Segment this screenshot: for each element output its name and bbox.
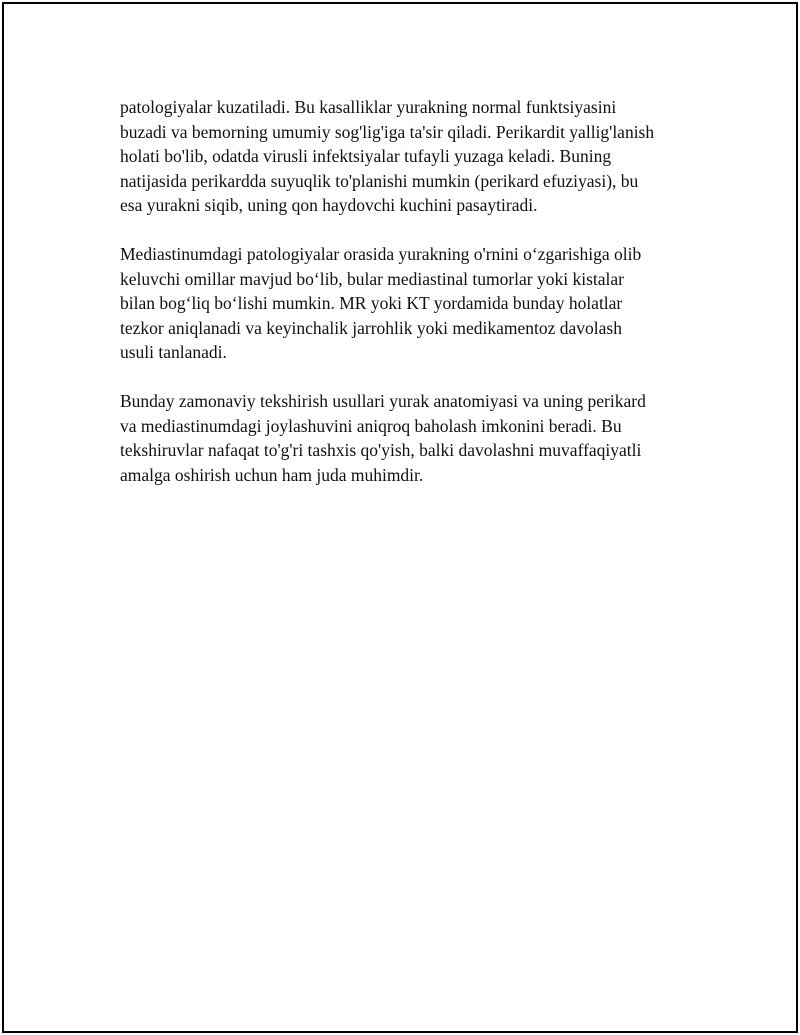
text-line: esa yurakni siqib, uning qon haydovchi kuchini pasaytiradi. — [120, 195, 538, 215]
document-page — [2, 2, 798, 1033]
text-line: amalga oshirish uchun ham juda muhimdir. — [120, 464, 424, 485]
paragraph-3 — [120, 389, 700, 487]
text-line: va mediastinumdagi joylashuvini aniqroq baholash imkonini beradi. Bu — [120, 415, 622, 436]
text-line: Bunday zamonaviy tekshirish usullari yurak anatomiyasi va uning perikard — [120, 391, 646, 411]
text-line: patologiyalar kuzatiladi. Bu kasalliklar yurakning normal funktsiyasini — [120, 97, 617, 117]
text-line: usuli tanlanadi. — [120, 342, 227, 362]
text-line: keluvchi omillar mavjud bo‘lib, bular mediastinal tumorlar yoki kistalar — [120, 268, 624, 289]
text-line: bilan bog‘liq bo‘lishi mumkin. MR yoki KT yordamida bunday holatlar — [120, 293, 623, 313]
text-line: Mediastinumdagi patologiyalar orasida yurakning o'rnini o‘zgarishiga olib — [120, 244, 642, 264]
text-line: buzadi va bemorning umumiy sog'lig'iga ta'sir qiladi. Perikardit yallig'lanish — [120, 121, 655, 142]
text-line: natijasida perikardda suyuqlik to'planishi mumkin (perikard efuziyasi), bu — [120, 170, 639, 191]
document-body — [120, 95, 700, 512]
text-line: holati bo'lib, odatda virusli infektsiyalar tufayli yuzaga keladi. Buning — [120, 146, 612, 166]
text-line: tezkor aniqlanadi va keyinchalik jarrohlik yoki medikamentoz davolash — [120, 317, 622, 338]
text-line: tekshiruvlar nafaqat to'g'ri tashxis qo'yish, balki davolashni muvaffaqiyatli — [120, 440, 642, 460]
paragraph-1 — [120, 95, 700, 218]
paragraph-2 — [120, 242, 700, 365]
